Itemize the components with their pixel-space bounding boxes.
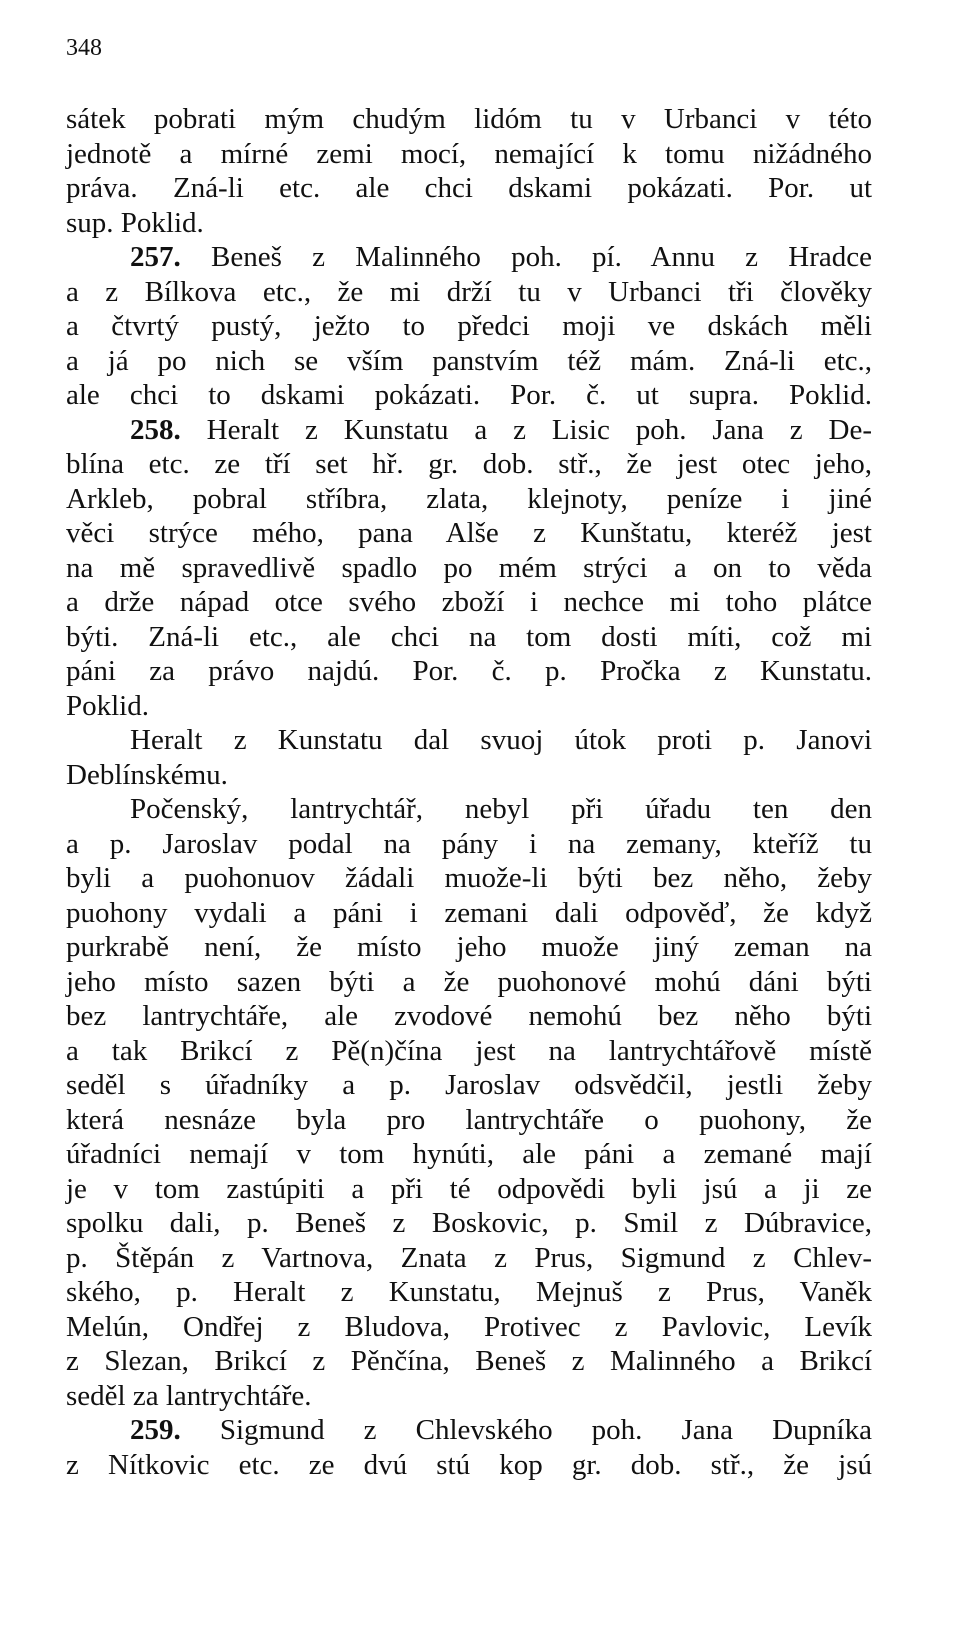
text-line [66,896,872,931]
line-text: Počenský, lantrychtář, nebyl při úřadu ten den [130,793,872,825]
line-text: na mě spravedlivě spadlo po mém strýci a on to věda [66,551,872,584]
text-line [66,137,872,172]
line-text: jednotě a mírné zemi mocí, nemající k tomu nižádného [66,137,872,170]
body-text [66,102,872,1482]
text-line [66,1103,872,1138]
text-line [66,516,872,551]
line-text: blína etc. ze tří set hř. gr. dob. stř., že jest otec jeho, [66,448,872,480]
text-line [66,1241,872,1276]
text-line [66,620,872,655]
line-text: a tak Brikcí z Pě(n)čína jest na lantrychtářově místě [66,1034,872,1067]
line-text: a z Bílkova etc., že mi drží tu v Urbanci tři člověky [66,275,872,308]
line-text: byli a puohonuov žádali muože-li býti bez něho, žeby [66,862,872,894]
entry-heading-line [66,1413,872,1448]
text-line [66,827,872,862]
line-text: seděl za lantrychtáře. [66,1379,312,1412]
text-line [66,930,872,965]
entry-number: 259. [130,1414,181,1446]
line-text: práva. Zná-li etc. ale chci dskami pokázati. Por. ut [66,172,872,204]
entry-number: 258. [130,413,181,446]
line-text: sup. Poklid. [66,206,204,239]
text-line [66,792,872,827]
line-text: Heralt z Kunstatu a z Lisic poh. Jana z De- [180,413,872,446]
text-line [66,965,872,1000]
text-line [66,999,872,1034]
text-line [66,102,872,137]
text-line [66,1379,872,1414]
text-line [66,447,872,482]
page-number: 348 [66,35,102,61]
line-text: ale chci to dskami pokázati. Por. č. ut supra. Poklid. [66,379,872,411]
text-line [66,1310,872,1345]
text-line [66,723,872,758]
line-text: puohony vydali a páni i zemani dali odpověď, že když [66,896,872,929]
line-text: a čtvrtý pustý, ježto to předci moji ve dskách měli [66,310,872,342]
line-text: Arkleb, pobral stříbra, zlata, klejnoty, peníze i jiné [66,482,872,515]
line-text: z Slezan, Brikcí z Pěnčína, Beneš z Malinného a Brikcí [66,1345,872,1377]
text-line [66,758,872,793]
text-line [66,551,872,586]
line-text: Deblínskému. [66,758,228,791]
line-text: bez lantrychtáře, ale zvodové nemohú bez něho býti [66,1000,872,1032]
line-text: a drže nápad otce svého zboží i nechce mi toho plátce [66,586,872,618]
text-line [66,1068,872,1103]
line-text: z Nítkovic etc. ze dvú stú kop gr. dob. stř., že jsú [66,1448,872,1481]
text-line [66,1034,872,1069]
line-text: je v tom zastúpiti a při té odpovědi byli jsú a ji ze [66,1172,872,1205]
line-text: sátek pobrati mým chudým lidóm tu v Urbanci v této [66,103,872,135]
line-text: která nesnáze byla pro lantrychtáře o puohony, že [66,1103,872,1136]
text-line [66,689,872,724]
line-text: úřadníci nemají v tom hynúti, ale páni a zemané mají [66,1138,872,1170]
text-line [66,275,872,310]
text-line [66,654,872,689]
line-text: a já po nich se vším panstvím též mám. Zná-li etc., [66,344,872,377]
text-line [66,482,872,517]
text-line [66,1172,872,1207]
line-text: p. Štěpán z Vartnova, Znata z Prus, Sigmund z Chlev- [66,1241,872,1274]
text-line [66,1448,872,1483]
line-text: ského, p. Heralt z Kunstatu, Mejnuš z Prus, Vaněk [66,1276,872,1308]
text-line [66,1206,872,1241]
line-text: seděl s úřadníky a p. Jaroslav odsvědčil, jestli žeby [66,1069,872,1101]
text-line [66,861,872,896]
text-line [66,1344,872,1379]
line-text: jeho místo sazen býti a že puohonové mohú dáni býti [66,965,872,998]
line-text: spolku dali, p. Beneš z Boskovic, p. Smil z Dúbravice, [66,1207,872,1239]
line-text: a p. Jaroslav podal na pány i na zemany, kteříž tu [66,827,872,860]
line-text: Beneš z Malinného poh. pí. Annu z Hradce [180,241,872,273]
text-line [66,344,872,379]
text-line [66,585,872,620]
line-text: Sigmund z Chlevského poh. Jana Dupníka [180,1414,872,1446]
line-text: Heralt z Kunstatu dal svuoj útok proti p. Janovi [130,724,872,756]
text-line [66,1275,872,1310]
text-line [66,309,872,344]
entry-heading-line [66,413,872,448]
text-line [66,378,872,413]
line-text: Melún, Ondřej z Bludova, Protivec z Pavlovic, Levík [66,1310,872,1343]
entry-heading-line [66,240,872,275]
text-line [66,1137,872,1172]
line-text: Poklid. [66,689,149,722]
line-text: věci strýce mého, pana Alše z Kunštatu, kteréž jest [66,517,872,549]
line-text: býti. Zná-li etc., ale chci na tom dosti míti, což mi [66,620,872,653]
line-text: páni za právo najdú. Por. č. p. Pročka z Kunstatu. [66,655,872,687]
entry-number: 257. [130,241,181,273]
line-text: purkrabě není, že místo jeho muože jiný zeman na [66,931,872,963]
text-line [66,171,872,206]
text-line [66,206,872,241]
